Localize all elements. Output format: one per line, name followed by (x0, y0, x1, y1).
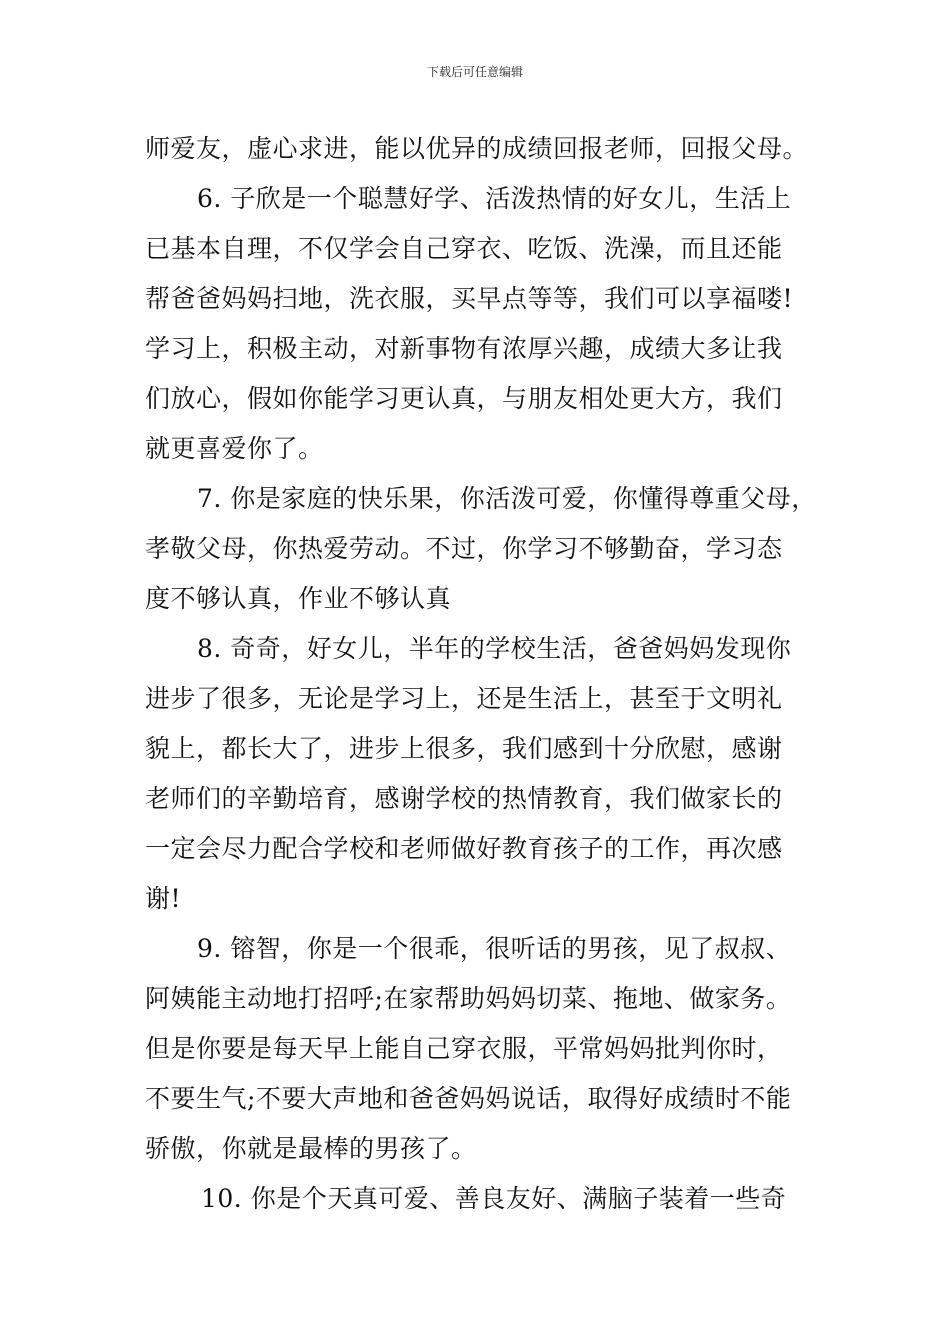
text-line: 就更喜爱你了。 (145, 434, 324, 463)
text-line: 貌上，都长大了，进步上很多，我们感到十分欣慰，感谢 (145, 734, 783, 763)
text-line: 不要生气;不要大声地和爸爸妈妈说话，取得好成绩时不能 (145, 1084, 792, 1113)
header-note: 下载后可任意编辑 (426, 65, 523, 79)
text-line: 们放心，假如你能学习更认真，与朋友相处更大方，我们 (145, 384, 783, 413)
text-line: 8. 奇奇，好女儿，半年的学校生活，爸爸妈妈发现你 (197, 634, 792, 663)
text-line: 7. 你是家庭的快乐果，你活泼可爱，你懂得尊重父母， (197, 484, 817, 513)
text-line: 孝敬父母，你热爱劳动。不过，你学习不够勤奋，学习态 (145, 534, 783, 563)
text-line: 帮爸爸妈妈扫地，洗衣服，买早点等等，我们可以享福喽! (145, 284, 794, 313)
text-line: 度不够认真，作业不够认真 (145, 584, 452, 613)
text-line: 师爱友，虚心求进，能以优异的成绩回报老师，回报父母。 (145, 134, 809, 163)
text-line: 6. 子欣是一个聪慧好学、活泼热情的好女儿，生活上 (197, 184, 792, 213)
text-line: 老师们的辛勤培育，感谢学校的热情教育，我们做家长的 (145, 784, 783, 813)
text-line: 骄傲，你就是最棒的男孩了。 (145, 1134, 477, 1163)
text-line: 进步了很多，无论是学习上，还是生活上，甚至于文明礼 (145, 684, 783, 713)
text-line: 一定会尽力配合学校和老师做好教育孩子的工作，再次感 (145, 834, 783, 863)
text-line: 谢! (145, 884, 182, 913)
text-line: 学习上，积极主动，对新事物有浓厚兴趣，成绩大多让我 (145, 334, 783, 363)
text-line: 9. 镕智，你是一个很乖，很听话的男孩，见了叔叔、 (197, 934, 792, 963)
body-text (145, 124, 825, 1224)
text-line: 但是你要是每天早上能自己穿衣服，平常妈妈批判你时， (145, 1034, 783, 1063)
text-line: 已基本自理，不仅学会自己穿衣、吃饭、洗澡，而且还能 (145, 234, 783, 263)
text-line: 阿姨能主动地打招呼;在家帮助妈妈切菜、拖地、做家务。 (145, 984, 792, 1013)
text-line: 10. 你是个天真可爱、善良友好、满脑子装着一些奇 (201, 1184, 787, 1213)
